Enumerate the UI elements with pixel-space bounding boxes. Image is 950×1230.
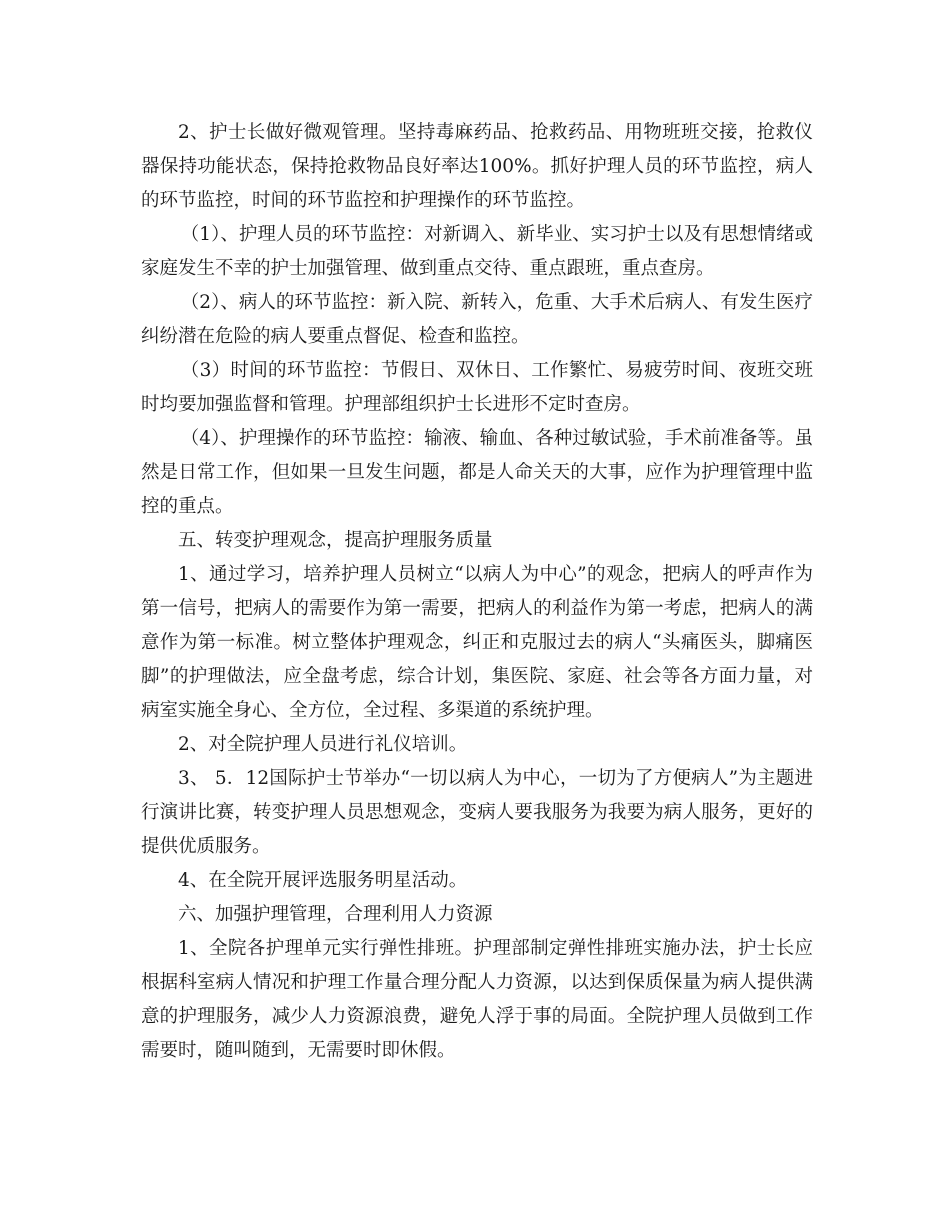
section-heading-six: 六、加强护理管理，合理利用人力资源 bbox=[178, 904, 493, 925]
paragraph-patient-monitoring: （2）、病人的环节监控：新入院、新转入，危重、大手术后病人、有发生医疗纠纷潜在危险的病人要重点督促、检查和监控。 bbox=[141, 292, 813, 347]
paragraph-staff-monitoring: （1）、护理人员的环节监控：对新调入、新毕业、实习护士以及有思想情绪或家庭发生不幸的护士加强管理、做到重点交待、重点跟班，重点查房。 bbox=[141, 224, 813, 279]
paragraph-patient-centered: 1、通过学习，培养护理人员树立“以病人为中心”的观念，把病人的呼声作为第一信号，把病人的需要作为第一需要，把病人的利益作为第一考虑，把病人的满意作为第一标准。树立整体护理观念，纠正和克服过去的病人“头痛医头，脚痛医脚”的护理做法，应全盘考虑，综合计划，集医院、家庭、社会等各方面力量，对病室实施全身心、全方位，全过程、多渠道的系统护理。 bbox=[141, 564, 813, 721]
paragraph-etiquette-training: 2、对全院护理人员进行礼仪培训。 bbox=[178, 734, 468, 755]
paragraph-operation-monitoring: （4）、护理操作的环节监控：输液、输血、各种过敏试验，手术前准备等。虽然是日常工作，但如果一旦发生问题，都是人命关天的大事，应作为护理管理中监控的重点。 bbox=[141, 428, 813, 517]
paragraph-service-star: 4、在全院开展评选服务明星活动。 bbox=[178, 870, 468, 891]
document-body bbox=[141, 116, 813, 1068]
section-heading-five: 五、转变护理观念，提高护理服务质量 bbox=[178, 530, 493, 551]
paragraph-flexible-scheduling: 1、全院各护理单元实行弹性排班。护理部制定弹性排班实施办法，护士长应根据科室病人情况和护理工作量合理分配人力资源，以达到保质保量为病人提供满意的护理服务，减少人力资源浪费，避免人浮于事的局面。全院护理人员做到工作需要时，随叫随到，无需要时即休假。 bbox=[141, 938, 813, 1061]
paragraph-micro-management: 2、护士长做好微观管理。坚持毒麻药品、抢救药品、用物班班交接，抢救仪器保持功能状态，保持抢救物品良好率达100%。抓好护理人员的环节监控，病人的环节监控，时间的环节监控和护理操作的环节监控。 bbox=[141, 122, 813, 211]
paragraph-nurses-day: 3、 5．12国际护士节举办“一切以病人为中心，一切为了方便病人”为主题进行演讲比赛，转变护理人员思想观念，变病人要我服务为我要为病人服务，更好的提供优质服务。 bbox=[141, 768, 813, 857]
paragraph-time-monitoring: （3）时间的环节监控：节假日、双休日、工作繁忙、易疲劳时间、夜班交班时均要加强监督和管理。护理部组织护士长进形不定时查房。 bbox=[141, 360, 813, 415]
